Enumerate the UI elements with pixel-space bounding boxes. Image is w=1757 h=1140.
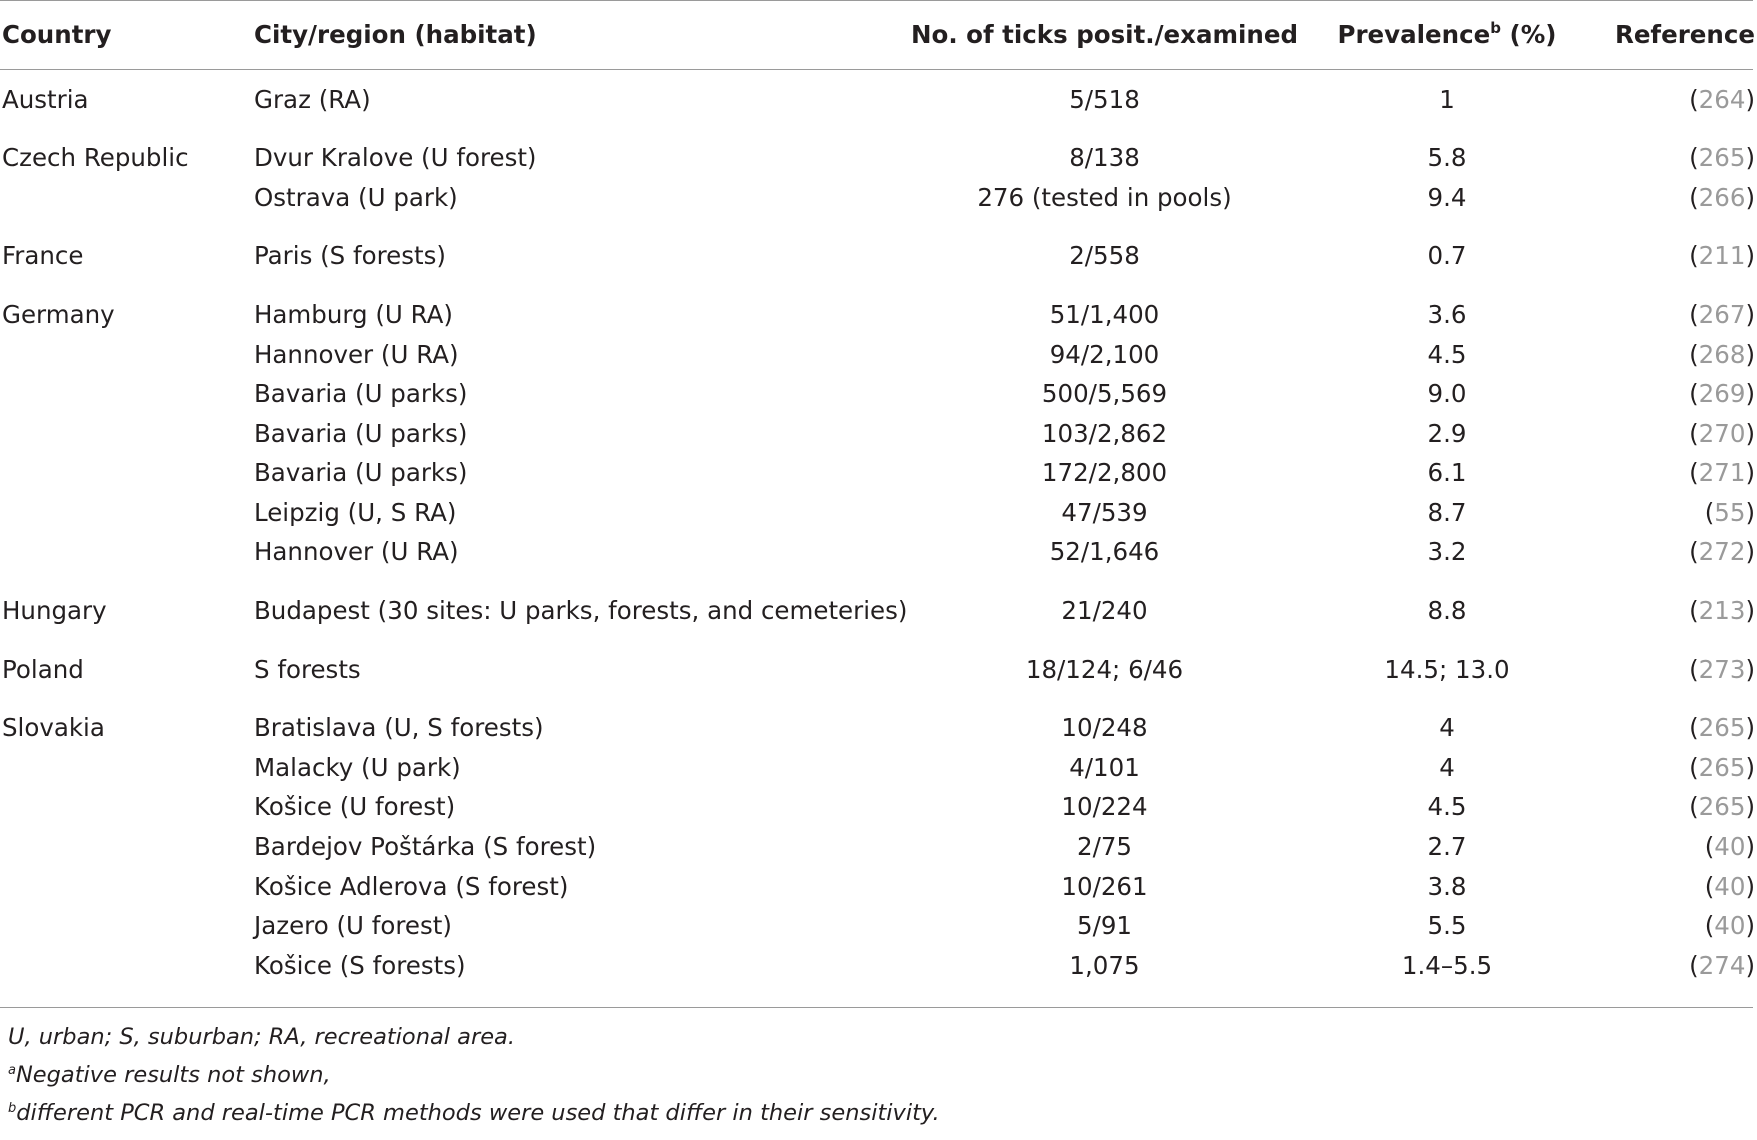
reference-link[interactable]: 211: [1698, 241, 1746, 271]
header-ticks: No. of ticks posit./examined: [910, 19, 1299, 49]
table-row: [0, 414, 1757, 454]
reference-link[interactable]: 273: [1698, 654, 1746, 684]
ref-open-paren: (: [1689, 537, 1699, 567]
cell-city: Bratislava (U, S forests): [254, 713, 544, 743]
header-prevalence-unit: (%): [1501, 19, 1557, 49]
cell-ticks: 21/240: [1061, 596, 1148, 626]
cell-city: S forests: [254, 654, 361, 684]
footnote-abbreviations: U, urban; S, suburban; RA, recreational area.: [8, 1024, 515, 1050]
cell-city: Košice (S forests): [254, 950, 466, 980]
ref-close-paren: ): [1745, 241, 1755, 271]
cell-ticks: 276 (tested in pools): [977, 182, 1232, 212]
cell-reference: [1582, 295, 1757, 335]
cell-reference: [1582, 139, 1757, 179]
table-row: [0, 80, 1757, 120]
cell-city: Paris (S forests): [254, 241, 446, 271]
ref-open-paren: (: [1689, 339, 1699, 369]
cell-reference: [1582, 650, 1757, 690]
group-spacer: [0, 573, 1757, 592]
cell-country: [0, 907, 254, 947]
cell-ticks: 18/124; 6/46: [1025, 654, 1184, 684]
cell-country: [0, 946, 254, 986]
ref-close-paren: ): [1745, 654, 1755, 684]
cell-prevalence: 4.5: [1427, 792, 1467, 822]
table-row: [0, 709, 1757, 749]
ref-close-paren: ): [1745, 182, 1755, 212]
cell-country: [0, 493, 254, 533]
table-row: [0, 454, 1757, 494]
footnote-b-text: different PCR and real-time PCR methods were used that differ in their sensitivity.: [16, 1100, 940, 1126]
cell-prevalence: 4: [1439, 752, 1455, 782]
cell-prevalence: 5.5: [1427, 911, 1467, 941]
cell-ticks: 47/539: [1061, 497, 1148, 527]
reference-link[interactable]: 265: [1698, 792, 1746, 822]
cell-ticks: 51/1,400: [1049, 299, 1160, 329]
reference-link[interactable]: 272: [1698, 537, 1746, 567]
ref-close-paren: ): [1745, 596, 1755, 626]
cell-ticks: 103/2,862: [1041, 418, 1168, 448]
cell-reference: [1582, 748, 1757, 788]
cell-city: Bavaria (U parks): [254, 418, 468, 448]
cell-country: [0, 748, 254, 788]
ref-close-paren: ): [1745, 713, 1755, 743]
ref-close-paren: ): [1745, 458, 1755, 488]
ref-open-paren: (: [1689, 418, 1699, 448]
cell-country: [0, 533, 254, 573]
ref-open-paren: (: [1704, 871, 1715, 901]
cell-prevalence: 3.8: [1427, 871, 1467, 901]
cell-reference: [1582, 592, 1757, 632]
header-reference: Reference: [1614, 19, 1755, 49]
spacer-cell: [0, 68, 1757, 80]
table-row: [0, 907, 1757, 947]
ref-open-paren: (: [1704, 832, 1715, 862]
ref-close-paren: ): [1745, 792, 1755, 822]
group-spacer: [0, 690, 1757, 709]
cell-prevalence: 6.1: [1427, 458, 1467, 488]
cell-city: Košice (U forest): [254, 792, 456, 822]
cell-city: Hannover (U RA): [254, 537, 459, 567]
cell-reference: [1582, 867, 1757, 907]
cell-reference: [1582, 493, 1757, 533]
cell-reference: [1582, 454, 1757, 494]
ref-close-paren: ): [1745, 950, 1755, 980]
ref-close-paren: ): [1745, 143, 1755, 173]
cell-city: Bavaria (U parks): [254, 379, 468, 409]
reference-link[interactable]: 267: [1698, 299, 1746, 329]
table-row: [0, 592, 1757, 632]
group-spacer: [0, 218, 1757, 237]
cell-city: Budapest (30 sites: U parks, forests, and cemeteries): [254, 596, 908, 626]
cell-reference: [1582, 709, 1757, 749]
footnote-a: [2, 1064, 940, 1102]
reference-link[interactable]: 266: [1698, 182, 1746, 212]
spacer-cell: [0, 573, 1757, 592]
reference-link[interactable]: 264: [1698, 84, 1746, 114]
cell-country: [0, 414, 254, 454]
spacer-cell: [0, 690, 1757, 709]
table-row: [0, 375, 1757, 415]
reference-link[interactable]: 40: [1714, 911, 1746, 941]
cell-country: [0, 867, 254, 907]
reference-link[interactable]: 40: [1714, 832, 1746, 862]
ref-close-paren: ): [1745, 537, 1755, 567]
cell-ticks: 172/2,800: [1041, 458, 1168, 488]
footnote-b-mark: b: [8, 1101, 17, 1116]
cell-reference: [1582, 375, 1757, 415]
table-row: [0, 788, 1757, 828]
reference-link[interactable]: 265: [1698, 752, 1746, 782]
header-prevalence-sup: b: [1490, 18, 1502, 37]
ref-open-paren: (: [1689, 84, 1699, 114]
cell-city: Bardejov Poštárka (S forest): [254, 832, 597, 862]
cell-prevalence: 3.2: [1427, 537, 1467, 567]
reference-link[interactable]: 265: [1698, 713, 1746, 743]
cell-city: Dvur Kralove (U forest): [254, 143, 537, 173]
spacer-cell: [0, 631, 1757, 650]
table-row: [0, 178, 1757, 218]
cell-reference: [1582, 178, 1757, 218]
cell-ticks: 4/101: [1069, 752, 1140, 782]
group-spacer: [0, 120, 1757, 139]
cell-ticks: 2/558: [1069, 241, 1140, 271]
ref-close-paren: ): [1745, 84, 1755, 114]
bottom-rule: [0, 1007, 1753, 1008]
cell-prevalence: 2.7: [1427, 832, 1467, 862]
footnote-a-text: Negative results not shown,: [15, 1062, 331, 1088]
spacer-cell: [0, 276, 1757, 295]
table-row: [0, 493, 1757, 533]
cell-country: Czech Republic: [2, 143, 189, 173]
cell-country: Hungary: [2, 596, 107, 626]
footnote-a-mark: a: [8, 1063, 16, 1078]
table-row: [0, 748, 1757, 788]
cell-ticks: 500/5,569: [1041, 379, 1168, 409]
cell-ticks: 10/261: [1061, 871, 1148, 901]
cell-prevalence: 1.4–5.5: [1401, 950, 1493, 980]
cell-ticks: 5/518: [1069, 84, 1140, 114]
reference-link[interactable]: 268: [1698, 339, 1746, 369]
ref-open-paren: (: [1689, 596, 1699, 626]
ref-close-paren: ): [1745, 299, 1755, 329]
cell-reference: [1582, 946, 1757, 986]
ref-open-paren: (: [1689, 654, 1699, 684]
cell-country: [0, 788, 254, 828]
cell-prevalence: 5.8: [1427, 143, 1467, 173]
ref-open-paren: (: [1689, 241, 1699, 271]
cell-reference: [1582, 533, 1757, 573]
ref-open-paren: (: [1704, 497, 1715, 527]
ref-close-paren: ): [1745, 871, 1755, 901]
cell-country: [0, 335, 254, 375]
cell-city: Leipzig (U, S RA): [254, 497, 457, 527]
ref-open-paren: (: [1689, 752, 1699, 782]
reference-link[interactable]: 271: [1698, 458, 1746, 488]
reference-link[interactable]: 270: [1698, 418, 1746, 448]
ref-close-paren: ): [1745, 418, 1755, 448]
ref-open-paren: (: [1704, 911, 1715, 941]
cell-country: Poland: [2, 654, 84, 684]
cell-reference: [1582, 828, 1757, 868]
reference-link[interactable]: 55: [1714, 497, 1746, 527]
cell-reference: [1582, 788, 1757, 828]
cell-city: Hamburg (U RA): [254, 299, 453, 329]
cell-country: Slovakia: [2, 713, 105, 743]
cell-ticks: 5/91: [1076, 911, 1133, 941]
ref-open-paren: (: [1689, 182, 1699, 212]
cell-country: France: [2, 241, 84, 271]
ref-open-paren: (: [1689, 458, 1699, 488]
cell-ticks: 10/224: [1061, 792, 1148, 822]
ref-close-paren: ): [1745, 832, 1755, 862]
cell-reference: [1582, 80, 1757, 120]
group-spacer: [0, 68, 1757, 80]
ref-open-paren: (: [1689, 950, 1699, 980]
ref-close-paren: ): [1745, 911, 1755, 941]
table-row: [0, 867, 1757, 907]
header-prevalence: [1312, 0, 1582, 68]
cell-prevalence: 4: [1439, 713, 1455, 743]
cell-reference: [1582, 237, 1757, 277]
cell-prevalence: 8.7: [1427, 497, 1467, 527]
reference-link[interactable]: 40: [1714, 871, 1746, 901]
header-city: City/region (habitat): [254, 19, 537, 49]
cell-city: Malacky (U park): [254, 752, 461, 782]
cell-prevalence: 8.8: [1427, 596, 1467, 626]
ref-close-paren: ): [1745, 379, 1755, 409]
table-row: [0, 828, 1757, 868]
reference-link[interactable]: 269: [1698, 379, 1746, 409]
table-header-row: [0, 0, 1757, 68]
cell-prevalence: 2.9: [1427, 418, 1467, 448]
table-row: [0, 139, 1757, 179]
table-row: [0, 295, 1757, 335]
reference-link[interactable]: 265: [1698, 143, 1746, 173]
cell-city: Graz (RA): [254, 84, 371, 114]
reference-link[interactable]: 274: [1698, 950, 1746, 980]
cell-country: Austria: [2, 84, 89, 114]
spacer-cell: [0, 120, 1757, 139]
ref-open-paren: (: [1689, 143, 1699, 173]
cell-ticks: 8/138: [1069, 143, 1140, 173]
cell-ticks: 94/2,100: [1049, 339, 1160, 369]
cell-ticks: 10/248: [1061, 713, 1148, 743]
cell-reference: [1582, 414, 1757, 454]
table-row: [0, 237, 1757, 277]
cell-city: Košice Adlerova (S forest): [254, 871, 569, 901]
spacer-cell: [0, 218, 1757, 237]
cell-reference: [1582, 335, 1757, 375]
cell-country: [0, 828, 254, 868]
cell-prevalence: 9.0: [1427, 379, 1467, 409]
cell-ticks: 1,075: [1069, 950, 1140, 980]
cell-reference: [1582, 907, 1757, 947]
header-prevalence-label: Prevalence: [1337, 19, 1491, 49]
cell-prevalence: 1: [1439, 84, 1455, 114]
cell-prevalence: 3.6: [1427, 299, 1467, 329]
cell-prevalence: 14.5; 13.0: [1384, 654, 1510, 684]
ref-close-paren: ): [1745, 497, 1755, 527]
cell-prevalence: 4.5: [1427, 339, 1467, 369]
ref-close-paren: ): [1745, 339, 1755, 369]
table-body: [0, 68, 1757, 986]
ref-open-paren: (: [1689, 792, 1699, 822]
header-country: Country: [2, 19, 112, 49]
table-row: [0, 533, 1757, 573]
ref-open-paren: (: [1689, 713, 1699, 743]
table-row: [0, 650, 1757, 690]
group-spacer: [0, 276, 1757, 295]
footnote-b: [2, 1102, 940, 1140]
cell-ticks: 2/75: [1076, 832, 1133, 862]
table-row: [0, 946, 1757, 986]
cell-country: [0, 375, 254, 415]
cell-city: Ostrava (U park): [254, 182, 458, 212]
table-footnotes: [2, 1026, 940, 1140]
cell-ticks: 52/1,646: [1049, 537, 1160, 567]
group-spacer: [0, 631, 1757, 650]
cell-city: Bavaria (U parks): [254, 458, 468, 488]
cell-country: [0, 454, 254, 494]
cell-country: [0, 178, 254, 218]
reference-link[interactable]: 213: [1698, 596, 1746, 626]
table-row: [0, 335, 1757, 375]
cell-city: Jazero (U forest): [254, 911, 452, 941]
ref-open-paren: (: [1689, 379, 1699, 409]
cell-prevalence: 0.7: [1427, 241, 1467, 271]
cell-city: Hannover (U RA): [254, 339, 459, 369]
ref-open-paren: (: [1689, 299, 1699, 329]
ref-close-paren: ): [1745, 752, 1755, 782]
cell-prevalence: 9.4: [1427, 182, 1467, 212]
cell-country: Germany: [2, 299, 115, 329]
